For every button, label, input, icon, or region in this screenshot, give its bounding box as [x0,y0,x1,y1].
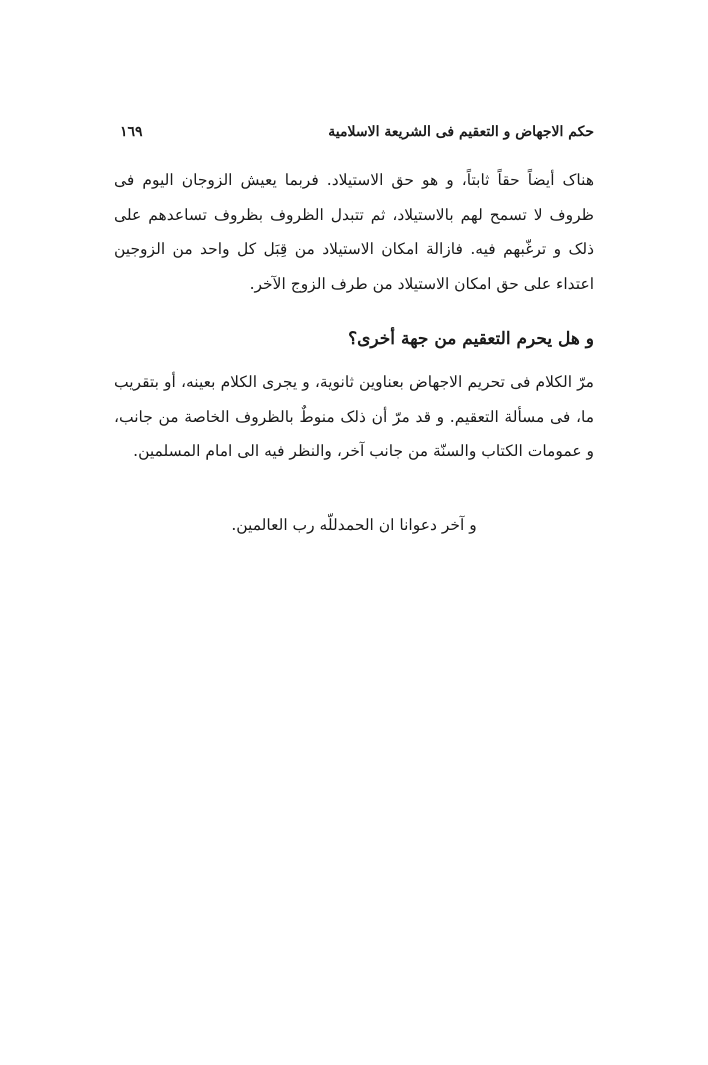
paragraph-2: مرّ الكلام فى تحريم الاجهاض بعناوين ثانوية، و يجرى الكلام بعينه، أو بتقريب ما، فى مسألة التعقيم. و قد مرّ أن ذلک منوطٌ بالظروف الخاصة من جانب، و عمومات الكتاب والسنّة من جانب آخر، والنظر فيه الى امام المسلمين. [114,373,594,460]
closing-line: و آخر دعوانا ان الحمدللّه رب العالمين. [231,516,477,534]
section-heading: و هل يحرم التعقيم من جهة أخرى؟ [348,329,594,349]
paragraph-1: هناک أيضاً حقاً ثابتاً، و هو حق الاستيلاد. فربما يعيش الزوجان اليوم فى ظروف لا تسمح لهم بالاستيلاد، ثم تتبدل الظروف بظروف تساعدهم على ذلک و ترغّبهم فيه. فازالة امكان الاستيلاد من قِبَل كل واحد من الزوجين اعتداء على حق امكان الاستيلاد من طرف الزوج الآخر. [114,171,594,293]
running-header [114,120,594,144]
page-number: ١٦٩ [120,124,143,140]
header-title: حكم الاجهاض و التعقيم فى الشريعة الاسلامية [328,124,594,140]
